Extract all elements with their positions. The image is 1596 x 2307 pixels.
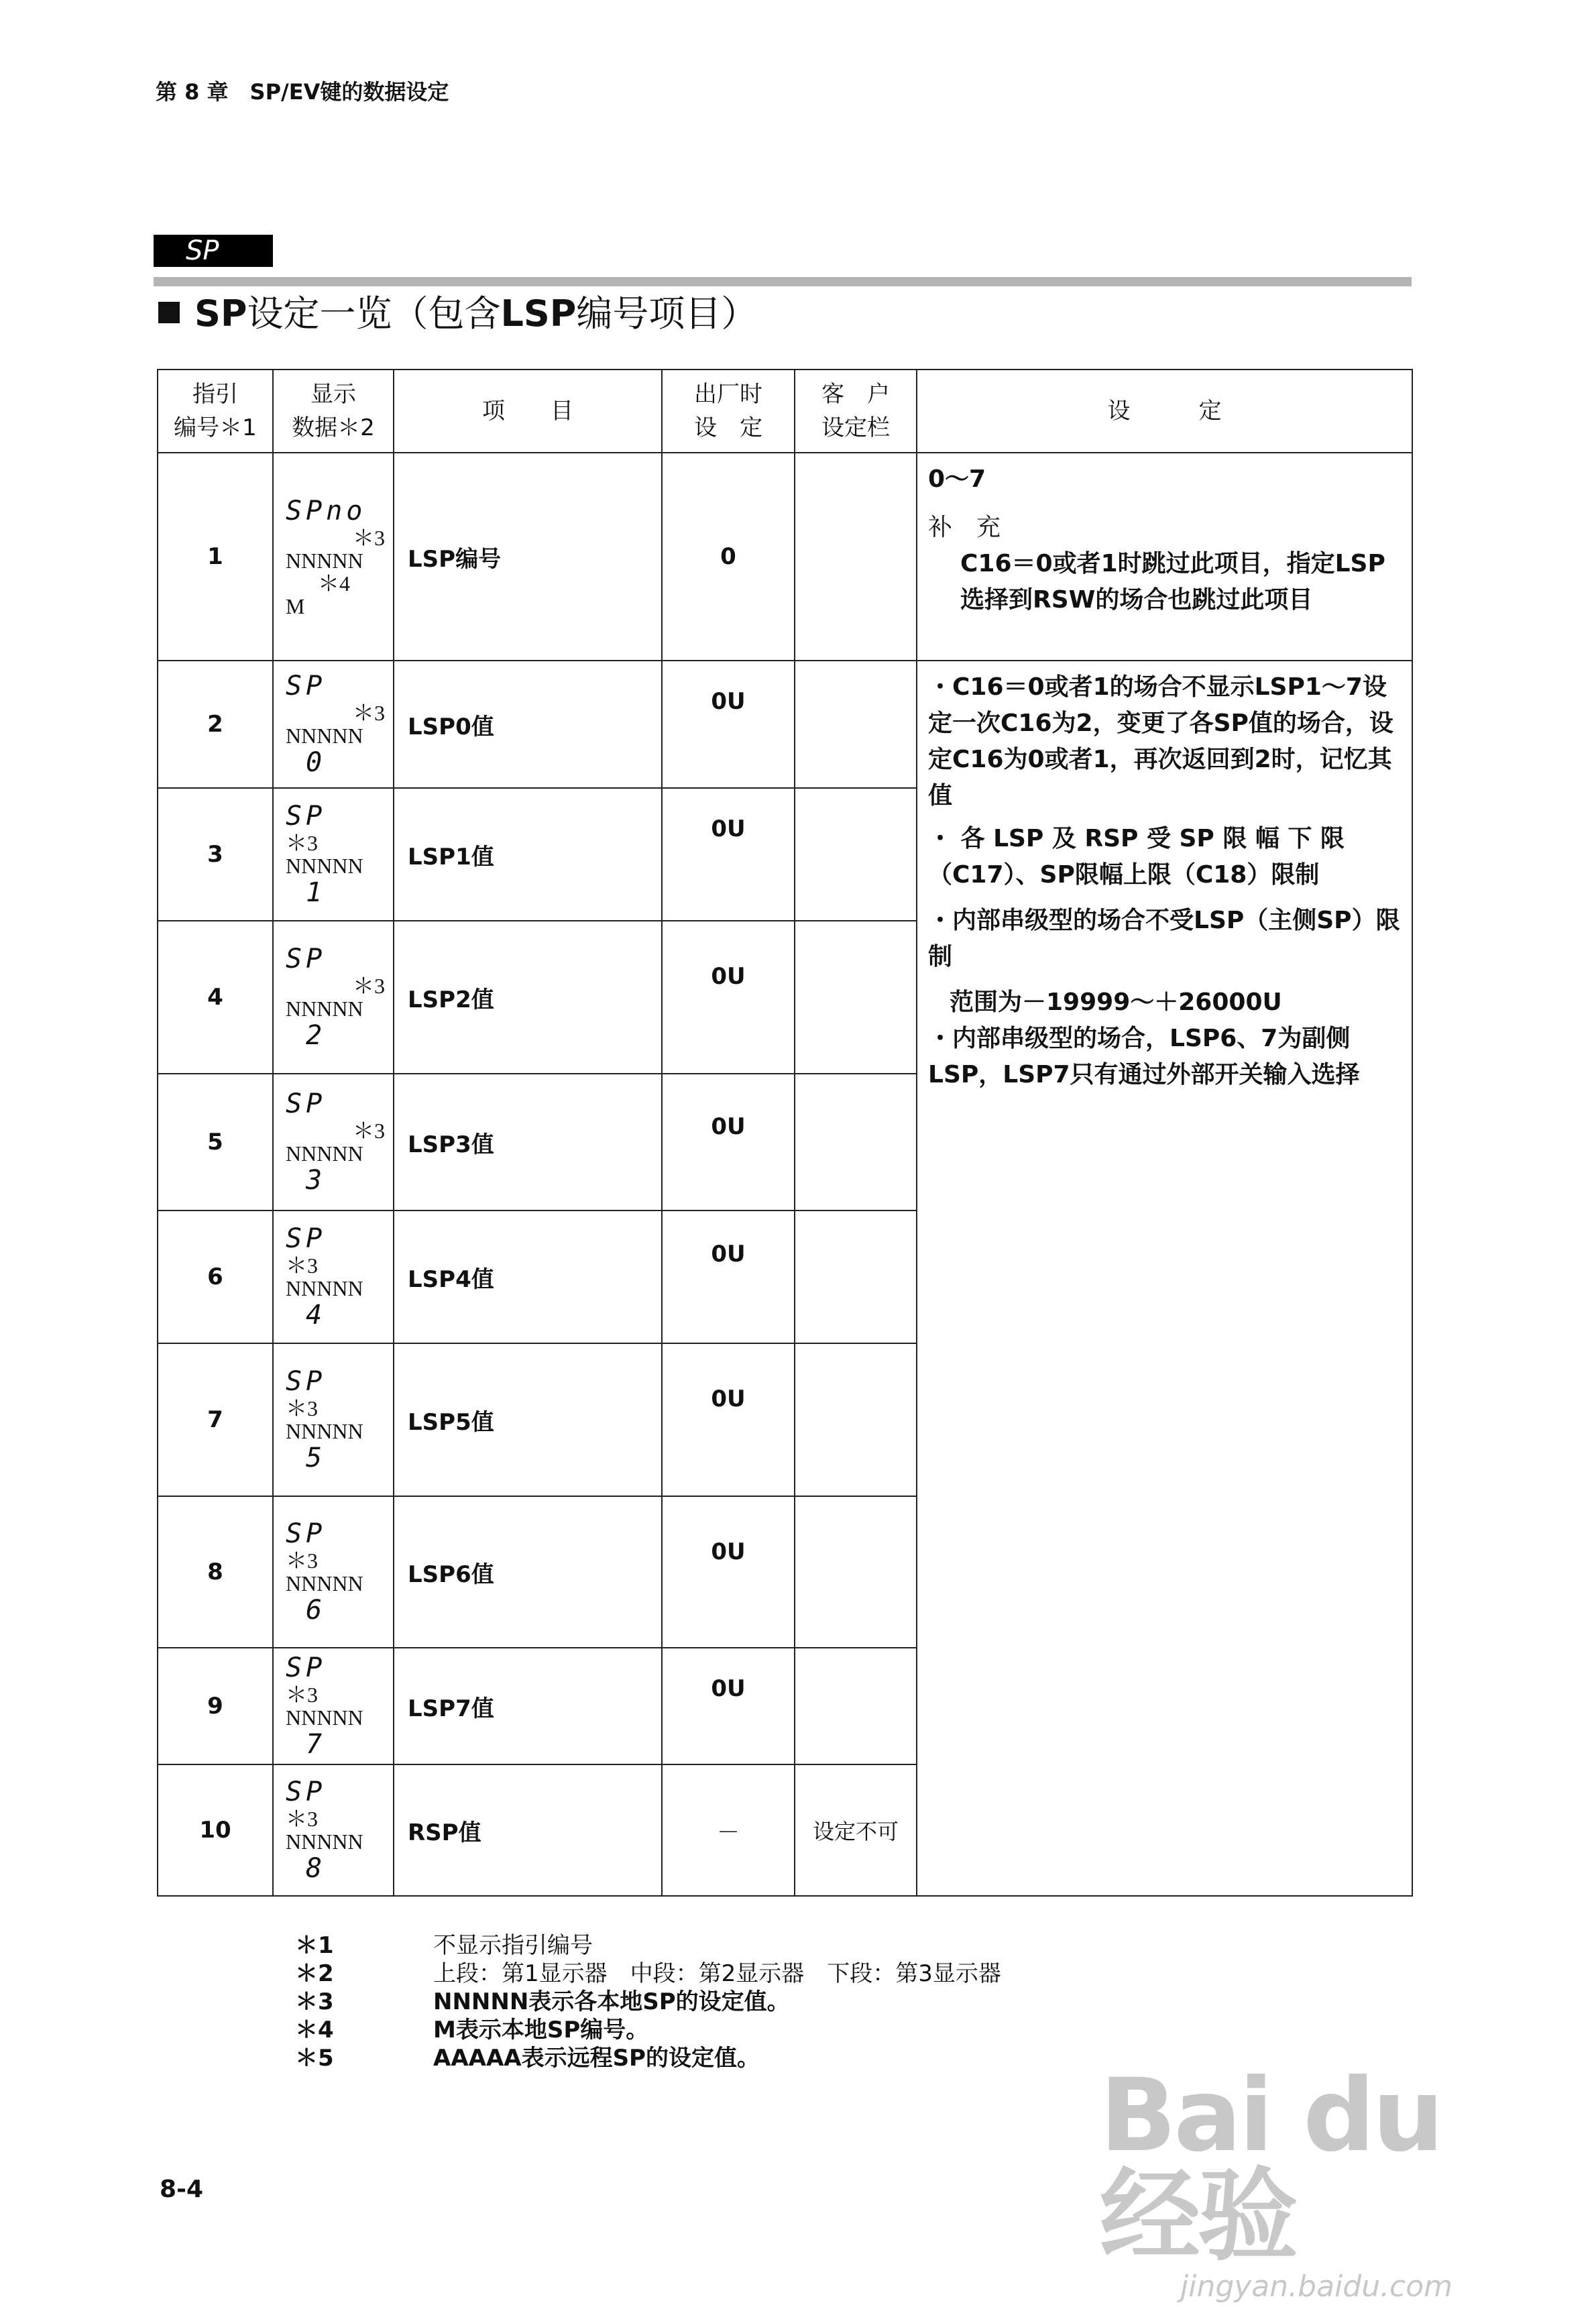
footnote-ref: ＊4 [318, 571, 351, 596]
footnote-ref: ＊3 [286, 1396, 319, 1420]
item-label: LSP2值 [394, 921, 662, 1074]
item-label: LSP0值 [394, 661, 662, 788]
factory-value: 0U [662, 661, 795, 788]
footnote-ref: ＊3 [286, 1253, 319, 1278]
row-index: 4 [158, 921, 273, 1074]
supp-text: C16＝0或者1时跳过此项目，指定LSP选择到RSW的场合也跳过此项目 [960, 550, 1385, 614]
table-row [158, 453, 1412, 661]
header-factory: 出厂时 设 定 [662, 370, 795, 453]
sp-settings-table [157, 369, 1413, 1897]
row-index: 8 [158, 1496, 273, 1648]
item-label: LSP6值 [394, 1496, 662, 1648]
lcd-display: SP [286, 944, 327, 974]
footnote-item: ＊4 M表示本地SP编号。 [295, 2017, 649, 2043]
row-index: 1 [158, 453, 273, 661]
row-index: 3 [158, 788, 273, 921]
header-customer: 客 户 设定栏 [795, 370, 917, 453]
display-line2: NNNNN [286, 1705, 363, 1730]
display-data [273, 1764, 394, 1896]
display-data [273, 453, 394, 661]
item-label: RSP值 [394, 1764, 662, 1896]
title-prefix: SP [194, 292, 247, 335]
footnote-item: ＊5 AAAAA表示远程SP的设定值。 [295, 2045, 760, 2072]
lcd-display: SP [286, 1366, 327, 1397]
footnote-ref: ＊3 [286, 1549, 319, 1573]
display-line3: 6 [306, 1595, 327, 1626]
setting-range: 0～7 [928, 465, 986, 493]
item-label: LSP1值 [394, 788, 662, 921]
table-row [158, 661, 1412, 788]
customer-value [795, 1074, 917, 1211]
title-bold: LSP [500, 292, 577, 335]
footnote-item: ＊3 NNNNN表示各本地SP的设定值。 [295, 1988, 790, 2015]
display-line2: NNNNN [286, 854, 363, 878]
footnote-item: ＊1 不显示指引编号 [295, 1932, 593, 1959]
display-line2: NNNNN [286, 1141, 363, 1166]
display-line2: NNNNN [286, 1571, 363, 1595]
lcd-display: SP [286, 1518, 327, 1549]
row-index: 9 [158, 1648, 273, 1764]
factory-value: 0U [662, 1648, 795, 1764]
lcd-display: SP [286, 671, 327, 701]
lcd-display: SP [286, 1652, 327, 1683]
display-line3: M [286, 594, 305, 618]
header-setting: 设 定 [917, 370, 1412, 453]
customer-value [795, 453, 917, 661]
item-label: LSP3值 [394, 1074, 662, 1211]
header-display: 显示 数据＊2 [273, 370, 394, 453]
factory-value: 0 [662, 453, 795, 661]
display-line2: NNNNN [286, 549, 363, 573]
display-line3: 7 [306, 1729, 327, 1760]
header-item: 项 目 [394, 370, 662, 453]
header-index: 指引 编号＊1 [158, 370, 273, 453]
factory-value: 0U [662, 1343, 795, 1496]
footnote-ref: ＊3 [353, 974, 386, 998]
setting-bullet-1: ・C16＝0或者1的场合不显示LSP1～7设定一次C16为2，变更了各SP值的场合，设定C16为0或者1，再次返回到2时，记忆其值 [928, 673, 1393, 809]
display-data [273, 1496, 394, 1648]
lcd-display: SP [286, 1223, 327, 1254]
display-data [273, 1074, 394, 1211]
lcd-display: SP [286, 1088, 327, 1119]
display-line3: 3 [306, 1165, 327, 1196]
footnote-ref: ＊3 [286, 1807, 319, 1831]
display-line3: 1 [306, 877, 327, 908]
setting-cell-lsp-values [917, 661, 1412, 1896]
display-line3: 0 [306, 747, 327, 778]
chapter-header: 第 8 章 SP/EV键的数据设定 [156, 79, 449, 105]
section-title [158, 287, 757, 341]
customer-value [795, 1211, 917, 1343]
supp-label: 补 充 [928, 514, 1001, 541]
lcd-display: SPno [286, 496, 367, 526]
customer-value [795, 1648, 917, 1764]
display-data [273, 1648, 394, 1764]
display-line3: 5 [306, 1443, 327, 1473]
footnote-ref: ＊3 [353, 526, 386, 550]
row-index: 10 [158, 1764, 273, 1896]
lcd-display: SP [286, 1777, 327, 1807]
title-text: 设定一览（包含 [247, 292, 501, 335]
item-label: LSP编号 [394, 453, 662, 661]
row-index: 7 [158, 1343, 273, 1496]
item-label: LSP7值 [394, 1648, 662, 1764]
display-line2: NNNNN [286, 1419, 363, 1443]
square-bullet-icon [158, 302, 180, 323]
display-line2: NNNNN [286, 1830, 363, 1854]
setting-range-text: 范围为－19999～＋26000U [950, 989, 1282, 1016]
display-data [273, 921, 394, 1074]
setting-bullet-3: ・内部串级型的场合不受LSP（主侧SP）限制 [928, 907, 1400, 970]
footnote-ref: ＊3 [353, 701, 386, 725]
section-tab: SP [154, 235, 273, 267]
factory-value: 0U [662, 921, 795, 1074]
customer-value [795, 788, 917, 921]
section-rule [154, 277, 1412, 286]
lcd-display: SP [286, 801, 327, 832]
factory-value: 0U [662, 788, 795, 921]
item-label: LSP4值 [394, 1211, 662, 1343]
customer-value [795, 661, 917, 788]
display-line3: 8 [306, 1853, 327, 1884]
row-index: 2 [158, 661, 273, 788]
factory-value: 0U [662, 1211, 795, 1343]
display-line2: NNNNN [286, 724, 363, 748]
factory-value: 0U [662, 1496, 795, 1648]
display-data [273, 1211, 394, 1343]
title-suffix: 编号项目） [576, 292, 758, 335]
table-header-row [158, 370, 1412, 453]
row-index: 5 [158, 1074, 273, 1211]
watermark-url: jingyan.baidu.com [1180, 2269, 1453, 2304]
footnote-item: ＊2 上段：第1显示器 中段：第2显示器 下段：第3显示器 [295, 1960, 1001, 1987]
setting-bullet-2: ・ 各 LSP 及 RSP 受 SP 限 幅 下 限（C17）、SP限幅上限（C18）限制 [928, 825, 1345, 889]
setting-bullet-4: ・内部串级型的场合，LSP6、7为副侧LSP，LSP7只有通过外部开关输入选择 [928, 1025, 1360, 1088]
display-line2: NNNNN [286, 1276, 363, 1300]
display-line3: 4 [306, 1300, 327, 1331]
factory-value: 0U [662, 1074, 795, 1211]
item-label: LSP5值 [394, 1343, 662, 1496]
page-number: 8-4 [160, 2176, 204, 2203]
footnote-ref: ＊3 [286, 1683, 319, 1707]
customer-value [795, 1343, 917, 1496]
watermark-logo: Bai du 经验 [1100, 2058, 1442, 2275]
baidu-watermark [1100, 2058, 1536, 2304]
row-index: 6 [158, 1211, 273, 1343]
factory-value: － [662, 1764, 795, 1896]
customer-value [795, 921, 917, 1074]
footnotes [295, 1931, 1001, 2072]
display-data [273, 661, 394, 788]
display-line3: 2 [306, 1020, 327, 1051]
display-data [273, 788, 394, 921]
display-data [273, 1343, 394, 1496]
setting-cell-lsp-number [917, 453, 1412, 661]
footnote-ref: ＊3 [353, 1119, 386, 1143]
display-line2: NNNNN [286, 997, 363, 1021]
footnote-ref: ＊3 [286, 831, 319, 855]
customer-value [795, 1496, 917, 1648]
customer-value: 设定不可 [795, 1764, 917, 1896]
